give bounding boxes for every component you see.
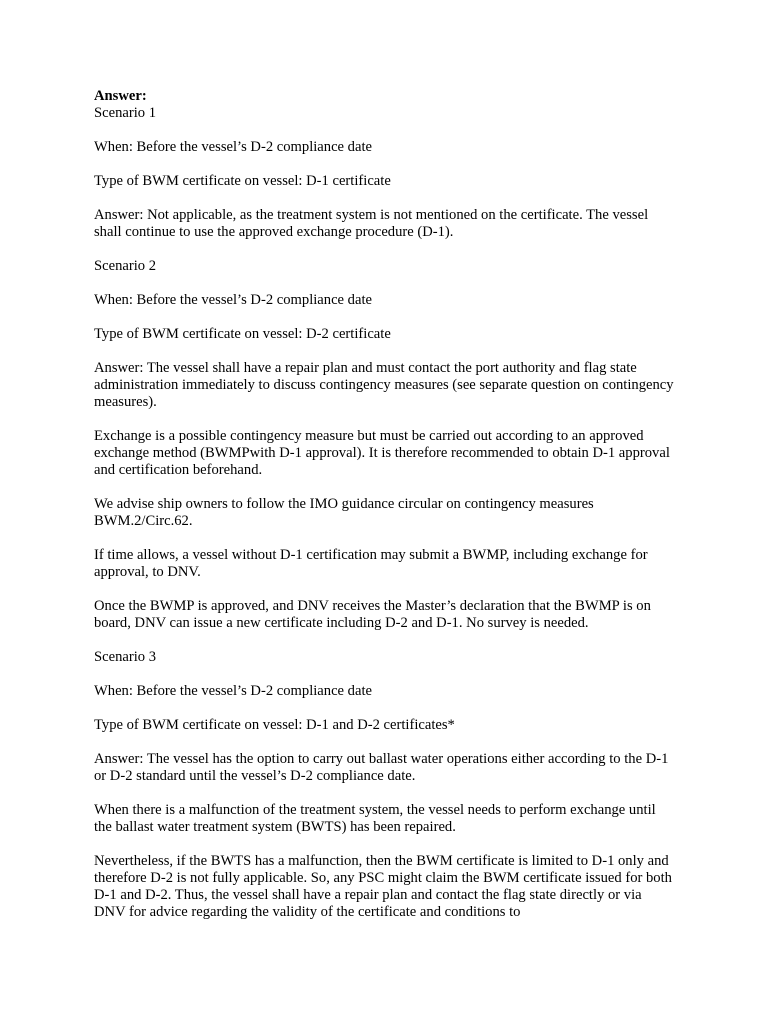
paragraph: When: Before the vessel’s D-2 compliance date — [94, 683, 372, 699]
document-page — [94, 88, 674, 921]
paragraph: Answer: The vessel has the option to carry out ballast water operations either according to the D-1 or D-2 standard until the vessel’s D-2 compliance date. — [94, 751, 669, 784]
paragraph: Nevertheless, if the BWTS has a malfunction, then the BWM certificate is limited to D-1 only and therefore D-2 is not fully applicable. So, any PSC might claim the BWM certificate issued for both D-1 and D-2. Thus, the vessel shall have a repair plan and contact the flag state directly or via DNV for advice regarding the validity of the certificate and conditions to — [94, 853, 672, 920]
paragraph: We advise ship owners to follow the IMO guidance circular on contingency measures BWM.2/Circ.62. — [94, 496, 594, 529]
paragraph: Exchange is a possible contingency measure but must be carried out according to an approved exchange method (BWMPwith D-1 approval). It is therefore recommended to obtain D-1 approval and certification beforehand. — [94, 428, 670, 478]
paragraph: Answer: Not applicable, as the treatment system is not mentioned on the certificate. The vessel shall continue to use the approved exchange procedure (D-1). — [94, 207, 649, 240]
paragraph: Answer: The vessel shall have a repair plan and must contact the port authority and flag state administration immediately to discuss contingency measures (see separate question on contingency measures). — [94, 360, 674, 410]
paragraph: If time allows, a vessel without D-1 certification may submit a BWMP, including exchange for approval, to DNV. — [94, 547, 648, 580]
scenario-3-title: Scenario 3 — [94, 649, 157, 665]
paragraph: Type of BWM certificate on vessel: D-1 and D-2 certificates* — [94, 717, 455, 733]
paragraph: Type of BWM certificate on vessel: D-2 certificate — [94, 326, 391, 342]
scenario-1-title: Scenario 1 — [94, 105, 157, 121]
paragraph: Once the BWMP is approved, and DNV receives the Master’s declaration that the BWMP is on board, DNV can issue a new certificate including D-2 and D-1. No survey is needed. — [94, 598, 651, 631]
paragraph: When: Before the vessel’s D-2 compliance date — [94, 292, 372, 308]
paragraph: When there is a malfunction of the treatment system, the vessel needs to perform exchange until the ballast water treatment system (BWTS) has been repaired. — [94, 802, 656, 835]
scenario-2-title: Scenario 2 — [94, 258, 157, 274]
paragraph: Type of BWM certificate on vessel: D-1 certificate — [94, 173, 391, 189]
answer-heading: Answer: — [94, 88, 147, 104]
paragraph: When: Before the vessel’s D-2 compliance date — [94, 139, 372, 155]
